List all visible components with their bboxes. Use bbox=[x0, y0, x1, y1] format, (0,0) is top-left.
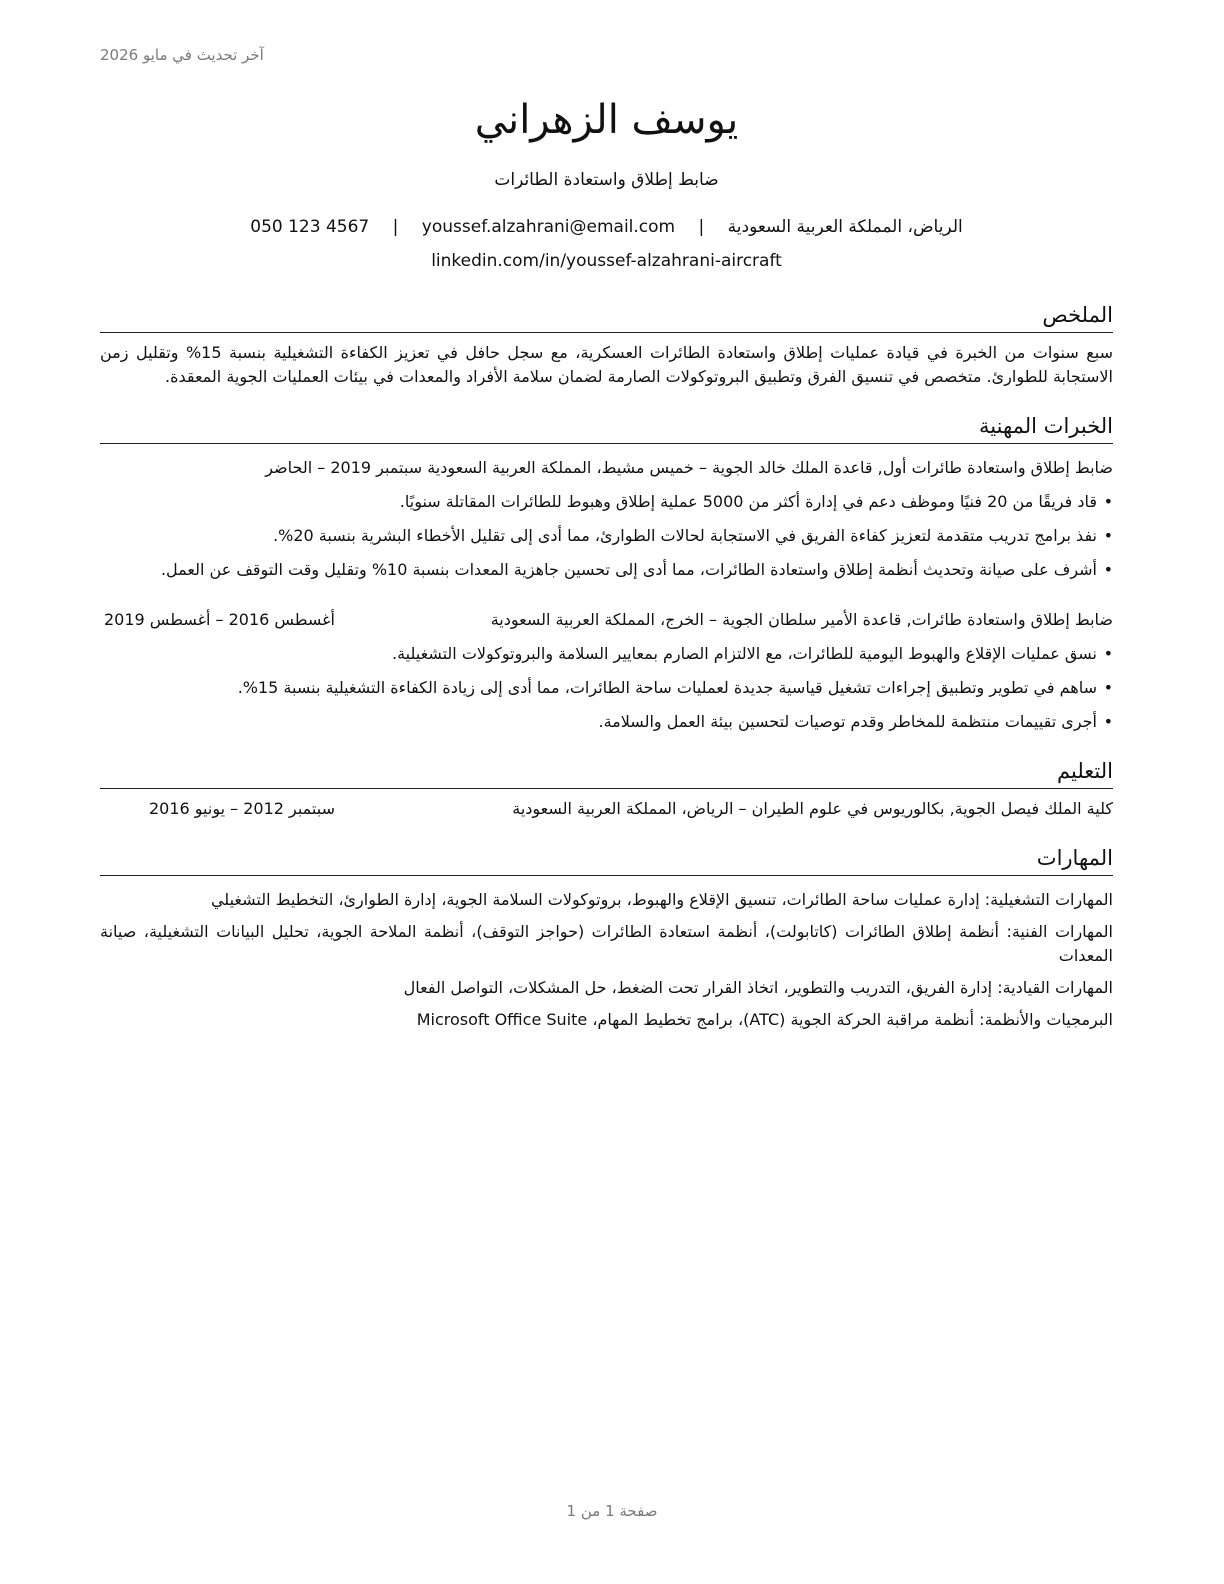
skill-line: المهارات الفنية: أنظمة إطلاق الطائرات (كاتابولت)، أنظمة استعادة الطائرات (حواجز التوقف)، أنظمة الملاحة الجوية، تحليل البيانات التشغيلية، صيانة المعدات bbox=[100, 922, 1113, 965]
separator: | bbox=[698, 217, 705, 237]
education-dates: سبتمبر 2012 – يونيو 2016 bbox=[148, 799, 335, 818]
education-item bbox=[100, 797, 1113, 821]
email-link[interactable]: youssef.alzahrani@email.com bbox=[421, 217, 676, 237]
job-title: ضابط إطلاق واستعادة الطائرات bbox=[494, 170, 719, 190]
skill-line: المهارات القيادية: إدارة الفريق، التدريب والتطوير، اتخاذ القرار تحت الضغط، حل المشكلات، التواصل الفعال bbox=[403, 978, 1113, 997]
experience-heading: الخبرات المهنية bbox=[100, 411, 1113, 444]
bullet: • ساهم في تطوير وتطبيق إجراءات تشغيل قياسية جديدة لعمليات ساحة الطائرات، مما أدى إلى زيادة الكفاءة التشغيلية بنسبة 15%. bbox=[100, 676, 1113, 700]
education-heading: التعليم bbox=[100, 756, 1113, 789]
job-bullets bbox=[100, 642, 1113, 734]
experience-item bbox=[100, 608, 1113, 734]
page-number: صفحة 1 من 1 bbox=[566, 1502, 658, 1520]
job-bullets bbox=[100, 490, 1113, 582]
skills-heading: المهارات bbox=[100, 843, 1113, 876]
summary-text: سبع سنوات من الخبرة في قيادة عمليات إطلاق واستعادة الطائرات العسكرية، مع سجل حافل في تعزيز الكفاءة التشغيلية بنسبة 15% وتقليل زمن الاستجابة للطوارئ. متخصص في تنسيق الفرق وتطبيق البروتوكولات الصارمة لضمان سلامة الأفراد والمعدات في بيئات العمليات الجوية المعقدة. bbox=[100, 343, 1113, 386]
job-heading: ضابط إطلاق واستعادة طائرات, قاعدة الأمير سلطان الجوية – الخرج، المملكة العربية السعودية bbox=[490, 610, 1113, 629]
bullet: • نفذ برامج تدريب متقدمة لتعزيز كفاءة الفريق في الاستجابة لحالات الطوارئ، مما أدى إلى تقليل الأخطاء البشرية بنسبة 20%. bbox=[100, 524, 1113, 548]
job-heading: ضابط إطلاق واستعادة طائرات أول, قاعدة الملك خالد الجوية – خميس مشيط، المملكة العربية السعودية سبتمبر 2019 – الحاضر bbox=[265, 458, 1113, 477]
education-heading-text: كلية الملك فيصل الجوية, بكالوريوس في علوم الطيران – الرياض، المملكة العربية السعودية bbox=[512, 799, 1113, 818]
experience-item bbox=[100, 456, 1113, 582]
candidate-name: يوسف الزهراني bbox=[474, 97, 739, 143]
linkedin-link[interactable]: linkedin.com/in/youssef-alzahrani-aircraft bbox=[431, 251, 782, 271]
skill-line: البرمجيات والأنظمة: أنظمة مراقبة الحركة الجوية (ATC)، برامج تخطيط المهام، Microsoft Office Suite bbox=[416, 1010, 1113, 1029]
last-updated: آخر تحديث في مايو 2026 bbox=[100, 46, 264, 64]
job-dates: أغسطس 2016 – أغسطس 2019 bbox=[103, 610, 335, 629]
contact-info bbox=[100, 210, 1113, 278]
bullet: • أشرف على صيانة وتحديث أنظمة إطلاق واستعادة الطائرات، مما أدى إلى تحسين جاهزية المعدات بنسبة 10% وتقليل وقت التوقف عن العمل. bbox=[100, 558, 1113, 582]
bullet: • نسق عمليات الإقلاع والهبوط اليومية للطائرات، مع الالتزام الصارم بمعايير السلامة والبروتوكولات التشغيلية. bbox=[100, 642, 1113, 666]
separator: | bbox=[392, 217, 399, 237]
phone: 050 123 4567 bbox=[250, 217, 370, 237]
location: الرياض، المملكة العربية السعودية bbox=[727, 217, 963, 237]
bullet: • قاد فريقًا من 20 فنيًا وموظف دعم في إدارة أكثر من 5000 عملية إطلاق وهبوط للطائرات المقاتلة سنويًا. bbox=[100, 490, 1113, 514]
summary-heading: الملخص bbox=[100, 300, 1113, 333]
skill-line: المهارات التشغيلية: إدارة عمليات ساحة الطائرات، تنسيق الإقلاع والهبوط، بروتوكولات السلامة الجوية، إدارة الطوارئ، التخطيط التشغيلي bbox=[210, 890, 1113, 909]
bullet: • أجرى تقييمات منتظمة للمخاطر وقدم توصيات لتحسين بيئة العمل والسلامة. bbox=[100, 710, 1113, 734]
resume-page bbox=[100, 90, 1113, 1032]
